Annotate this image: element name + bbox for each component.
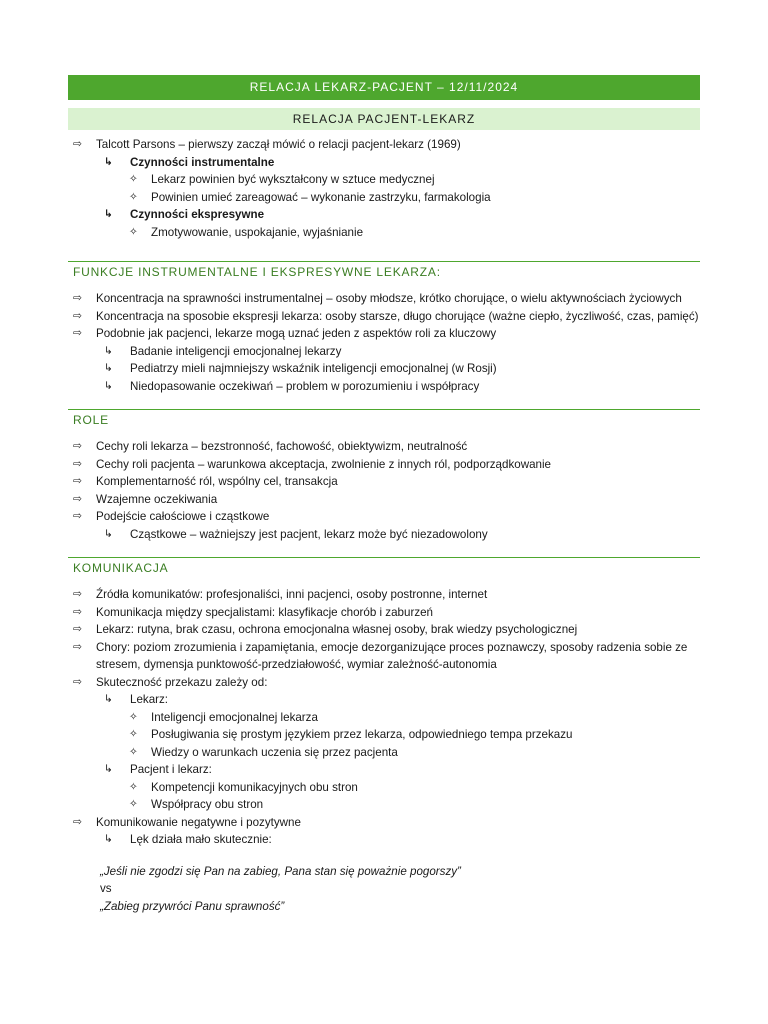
functions-list	[68, 290, 700, 395]
list-item: ⇨ Koncentracja na sprawności instrumentalnej – osoby młodsze, krótko chorujące, o wielu aktywnościach życiowych	[68, 290, 700, 308]
list-item: ✧ Współpracy obu stron	[68, 796, 700, 814]
arrow-right-icon: ⇨	[73, 492, 82, 505]
versus-label: vs	[100, 882, 112, 895]
hooked-arrow-icon: ↳	[104, 527, 113, 540]
quote-negative: „Jeśli nie zgodzi się Pan na zabieg, Pana stan się poważnie pogorszy”	[100, 864, 461, 878]
list-item: ⇨ Podobnie jak pacjenci, lekarze mogą uznać jeden z aspektów roli za kluczowy	[68, 325, 700, 343]
list-item: ⇨ Cechy roli lekarza – bezstronność, fachowość, obiektywizm, neutralność	[68, 438, 700, 456]
arrow-right-icon: ⇨	[73, 605, 82, 618]
list-item: ⇨ Chory: poziom zrozumienia i zapamiętania, emocje dezorganizujące proces poznawczy, sposoby radzenia sobie ze stresem, dymensja punktowość-przedziałowość, wymiar zależność-autonomia	[73, 640, 688, 671]
roles-section	[68, 409, 700, 543]
list-item: ⇨ Cechy roli pacjenta – warunkowa akceptacja, zwolnienie z innych ról, podporządkowanie	[68, 456, 700, 474]
arrow-right-icon: ⇨	[73, 675, 82, 688]
list-item: ↳ Badanie inteligencji emocjonalnej lekarzy	[68, 343, 700, 361]
functions-section	[68, 261, 700, 395]
list-item: ↳ Czynności ekspresywne	[68, 206, 700, 224]
list-item: ⇨ Wzajemne oczekiwania	[68, 491, 700, 509]
document-page	[68, 75, 700, 915]
page-subtitle: RELACJA PACJENT-LEKARZ	[68, 108, 700, 130]
four-point-star-icon: ✧	[129, 710, 138, 723]
hooked-arrow-icon: ↳	[104, 693, 113, 705]
list-item: ⇨ Komunikacja między specjalistami: klasyfikacje chorób i zaburzeń	[68, 604, 700, 622]
communication-list	[68, 586, 700, 849]
arrow-right-icon: ⇨	[73, 588, 82, 600]
hooked-arrow-icon: ↳	[104, 833, 113, 845]
list-item: ✧ Inteligencji emocjonalnej lekarza	[68, 709, 700, 727]
list-item: ↳ Pediatrzy mieli najmniejszy wskaźnik inteligencji emocjonalnej (w Rosji)	[68, 360, 700, 378]
arrow-right-icon: ⇨	[73, 475, 82, 487]
list-item: ↳ Lekarz:	[68, 691, 700, 709]
section-heading: KOMUNIKACJA	[73, 561, 169, 575]
list-item: ⇨ Źródła komunikatów: profesjonaliści, inni pacjenci, osoby postronne, internet	[68, 586, 700, 604]
list-item: ⇨ Podejście całościowe i cząstkowe	[68, 508, 700, 526]
list-item: ⇨ Komplementarność ról, wspólny cel, transakcja	[68, 473, 700, 491]
arrow-right-icon: ⇨	[73, 138, 82, 150]
hooked-arrow-icon: ↳	[104, 379, 113, 392]
list-item: ⇨ Koncentracja na sposobie ekspresji lekarza: osoby starsze, długo chorujące (ważne ciepło, życzliwość, czas, pamięć)	[68, 308, 700, 326]
list-item: ✧ Powinien umieć zareagować – wykonanie zastrzyku, farmakologia	[68, 189, 700, 207]
arrow-right-icon: ⇨	[73, 327, 82, 339]
intro-list	[68, 136, 700, 241]
arrow-right-icon: ⇨	[73, 623, 82, 635]
list-item: ↳ Czynności instrumentalne	[68, 154, 700, 172]
roles-list	[68, 438, 700, 543]
four-point-star-icon: ✧	[129, 780, 138, 793]
arrow-right-icon: ⇨	[73, 440, 82, 452]
list-item: ✧ Kompetencji komunikacyjnych obu stron	[68, 779, 700, 797]
arrow-right-icon: ⇨	[73, 640, 82, 653]
list-item: ↳ Lęk działa mało skutecznie:	[68, 831, 700, 849]
hooked-arrow-icon: ↳	[104, 362, 113, 374]
four-point-star-icon: ✧	[129, 225, 138, 238]
list-item: ✧ Posługiwania się prostym językiem przez lekarza, odpowiedniego tempa przekazu	[68, 726, 700, 744]
arrow-right-icon: ⇨	[73, 292, 82, 304]
hooked-arrow-icon: ↳	[104, 155, 113, 168]
four-point-star-icon: ✧	[129, 728, 138, 740]
hooked-arrow-icon: ↳	[104, 763, 113, 775]
section-heading: ROLE	[73, 413, 109, 427]
list-item: ✧ Lekarz powinien być wykształcony w sztuce medycznej	[68, 171, 700, 189]
hooked-arrow-icon: ↳	[104, 208, 113, 220]
four-point-star-icon: ✧	[129, 173, 138, 185]
list-item: ✧ Zmotywowanie, uspokajanie, wyjaśnianie	[68, 224, 700, 242]
arrow-right-icon: ⇨	[73, 510, 82, 522]
quote-positive: „Zabieg przywróci Panu sprawność”	[100, 899, 285, 913]
list-item: ⇨ Talcott Parsons – pierwszy zaczął mówić o relacji pacjent-lekarz (1969)	[68, 136, 700, 154]
communication-section	[68, 557, 700, 915]
list-item: ⇨ Komunikowanie negatywne i pozytywne	[68, 814, 700, 832]
section-heading: FUNKCJE INSTRUMENTALNE I EKSPRESYWNE LEKARZA:	[73, 265, 441, 279]
list-item: ↳ Niedopasowanie oczekiwań – problem w porozumieniu i współpracy	[68, 378, 700, 396]
four-point-star-icon: ✧	[129, 798, 138, 810]
arrow-right-icon: ⇨	[73, 815, 82, 828]
arrow-right-icon: ⇨	[73, 309, 82, 322]
list-item: ⇨ Lekarz: rutyna, brak czasu, ochrona emocjonalna własnej osoby, brak wiedzy psychologicznej	[68, 621, 700, 639]
list-item: ✧ Wiedzy o warunkach uczenia się przez pacjenta	[68, 744, 700, 762]
example-quotes	[68, 863, 700, 916]
arrow-right-icon: ⇨	[73, 457, 82, 470]
list-item: ↳ Cząstkowe – ważniejszy jest pacjent, lekarz może być niezadowolony	[68, 526, 700, 544]
page-title: RELACJA LEKARZ-PACJENT – 12/11/2024	[68, 75, 700, 100]
list-item: ↳ Pacjent i lekarz:	[68, 761, 700, 779]
four-point-star-icon: ✧	[129, 745, 138, 758]
list-item: ⇨ Skuteczność przekazu zależy od:	[68, 674, 700, 692]
four-point-star-icon: ✧	[129, 190, 138, 203]
hooked-arrow-icon: ↳	[104, 344, 113, 357]
